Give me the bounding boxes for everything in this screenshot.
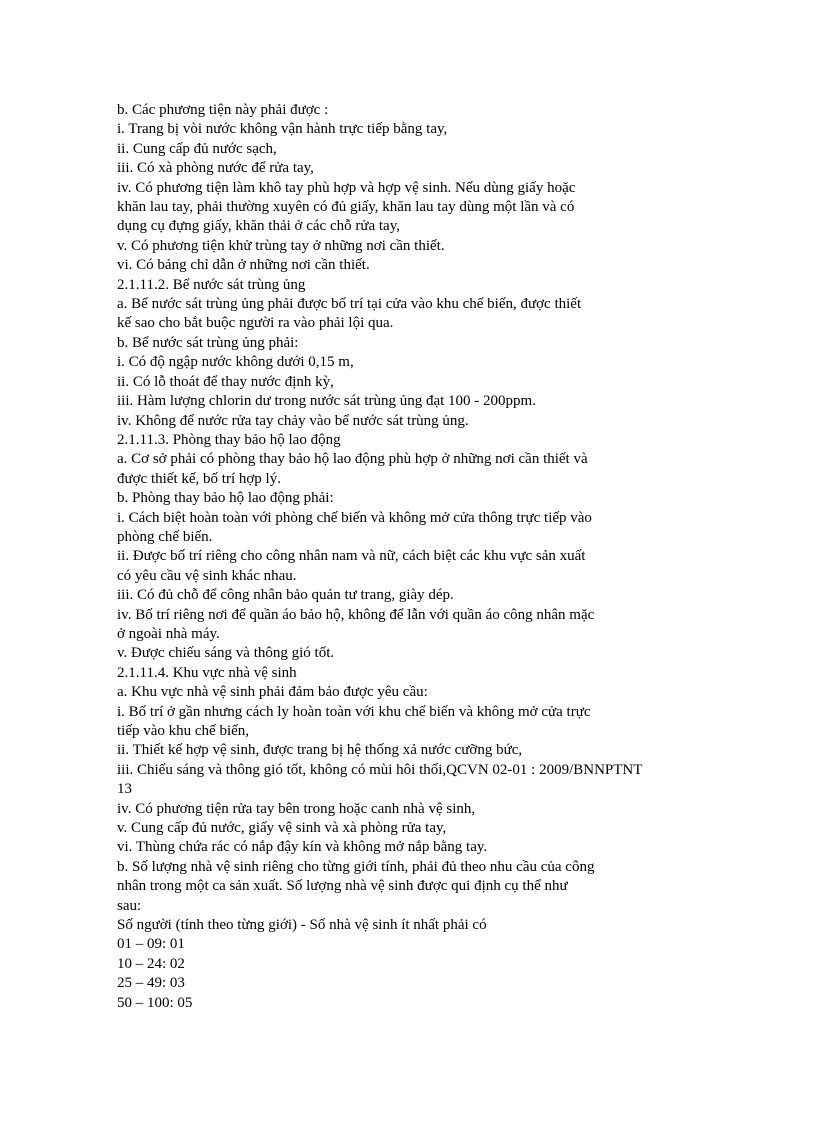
text-line: được thiết kế, bố trí hợp lý. <box>117 470 281 487</box>
text-line: b. Số lượng nhà vệ sinh riêng cho từng giới tính, phải đủ theo nhu cầu của công <box>117 858 595 875</box>
text-line: a. Bể nước sát trùng ủng phải được bố trí tại cửa vào khu chế biến, được thiết <box>117 296 582 313</box>
text-line: b. Phòng thay bảo hộ lao động phải: <box>117 490 334 507</box>
document-body <box>117 101 757 1013</box>
text-line: vi. Thùng chứa rác có nắp đậy kín và không mở nắp bằng tay. <box>117 839 488 856</box>
text-line: i. Cách biệt hoàn toàn với phòng chế biến và không mở cửa thông trực tiếp vào <box>117 509 592 526</box>
text-line: i. Trang bị vòi nước không vận hành trực tiếp bằng tay, <box>117 121 448 138</box>
text-line: ii. Được bố trí riêng cho công nhân nam và nữ, cách biệt các khu vực sản xuất <box>117 548 586 565</box>
text-line: 13 <box>117 781 132 798</box>
text-line: iv. Có phương tiện rửa tay bên trong hoặc canh nhà vệ sinh, <box>117 800 476 817</box>
text-line: Số người (tính theo từng giới) - Số nhà vệ sinh ít nhất phải có <box>117 917 487 934</box>
text-line: iv. Không để nước rửa tay chảy vào bể nước sát trùng ủng. <box>117 412 469 429</box>
text-line: v. Cung cấp đủ nước, giấy vệ sinh và xà phòng rửa tay, <box>117 820 447 837</box>
text-line: a. Khu vực nhà vệ sinh phải đảm bảo được yêu cầu: <box>117 684 428 701</box>
text-line: i. Bố trí ở gần nhưng cách ly hoàn toàn với khu chế biến và không mở cửa trực <box>117 703 591 720</box>
text-line: iv. Bố trí riêng nơi để quần áo bảo hộ, không để lẫn với quần áo công nhân mặc <box>117 606 595 623</box>
text-line: a. Cơ sở phải có phòng thay bảo hộ lao động phù hợp ở những nơi cần thiết và <box>117 451 588 468</box>
text-line: 2.1.11.2. Bể nước sát trùng ủng <box>117 276 306 293</box>
text-line: iii. Có đủ chỗ để công nhân bảo quản tư trang, giày dép. <box>117 587 454 604</box>
text-line: 50 – 100: 05 <box>117 994 193 1011</box>
text-line: iii. Chiếu sáng và thông gió tốt, không có mùi hôi thối,QCVN 02-01 : 2009/BNNPTNT <box>117 761 643 778</box>
text-line: 01 – 09: 01 <box>117 936 185 953</box>
text-line: b. Bể nước sát trùng ủng phải: <box>117 334 299 351</box>
text-line: 2.1.11.4. Khu vực nhà vệ sinh <box>117 664 297 681</box>
text-line: v. Được chiếu sáng và thông gió tốt. <box>117 645 335 662</box>
text-line: kế sao cho bắt buộc người ra vào phải lội qua. <box>117 315 394 332</box>
text-line: iii. Hàm lượng chlorin dư trong nước sát trùng ủng đạt 100 - 200ppm. <box>117 393 536 410</box>
text-line: khăn lau tay, phải thường xuyên có đủ giấy, khăn lau tay dùng một lần và có <box>117 199 575 216</box>
text-line: i. Có độ ngập nước không dưới 0,15 m, <box>117 354 354 371</box>
text-line: iv. Có phương tiện làm khô tay phù hợp và hợp vệ sinh. Nếu dùng giấy hoặc <box>117 179 576 196</box>
text-line: nhân trong một ca sản xuất. Số lượng nhà vệ sinh được qui định cụ thể như <box>117 878 568 895</box>
text-line: 25 – 49: 03 <box>117 975 185 992</box>
text-line: tiếp vào khu chế biến, <box>117 723 250 739</box>
text-line: ii. Có lỗ thoát để thay nước định kỳ, <box>117 373 334 390</box>
text-line: ii. Thiết kế hợp vệ sinh, được trang bị hệ thống xả nước cưỡng bức, <box>117 742 523 759</box>
text-line: ii. Cung cấp đủ nước sạch, <box>117 140 277 157</box>
text-line: vi. Có bảng chỉ dẫn ở những nơi cần thiết. <box>117 257 370 274</box>
text-line: b. Các phương tiện này phải được : <box>117 102 329 118</box>
text-line: iii. Có xà phòng nước để rửa tay, <box>117 160 314 177</box>
text-line: phòng chế biến. <box>117 528 213 545</box>
text-line: 2.1.11.3. Phòng thay bảo hộ lao động <box>117 431 341 448</box>
text-line: 10 – 24: 02 <box>117 955 185 972</box>
text-line: dụng cụ đựng giấy, khăn thải ở các chỗ rửa tay, <box>117 218 400 235</box>
text-line: có yêu cầu vệ sinh khác nhau. <box>117 567 297 584</box>
text-line: ở ngoài nhà máy. <box>117 625 220 642</box>
text-line: v. Có phương tiện khử trùng tay ở những nơi cần thiết. <box>117 237 445 254</box>
text-line: sau: <box>117 897 142 914</box>
